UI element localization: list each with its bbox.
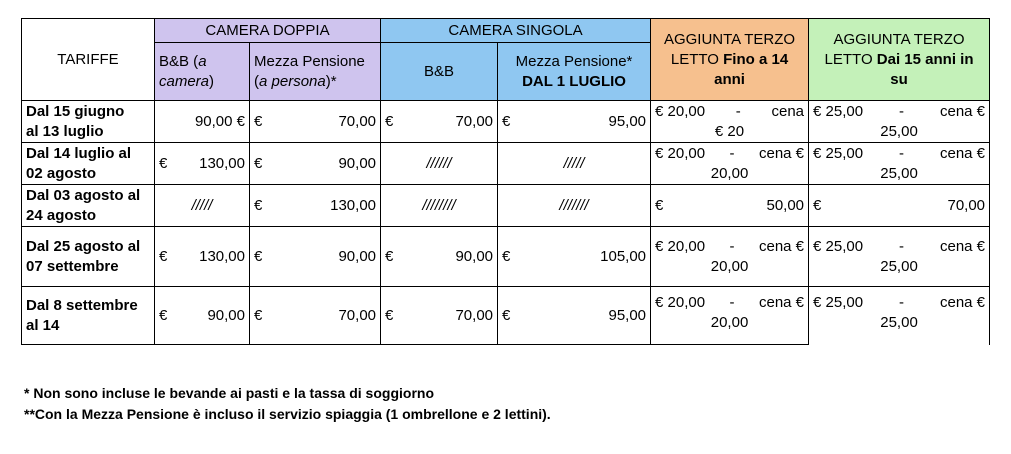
period-cell: Dal 03 agosto al 24 agosto xyxy=(22,185,155,227)
extra-bed-cell: € 25,00 - cena € 25,00 xyxy=(809,143,990,185)
period-cell: Dal 14 luglio al 02 agosto xyxy=(22,143,155,185)
header-camera-doppia: CAMERA DOPPIA xyxy=(155,19,381,43)
price-cell: ///// xyxy=(498,143,651,185)
extra-bed-cell: € 25,00 - cena € 25,00 xyxy=(809,227,990,287)
extra-bed-cell: € 20,00 - cena € 20 xyxy=(651,101,809,143)
period-cell: Dal 25 agosto al 07 settembre xyxy=(22,227,155,287)
header-terzo-letto-14: AGGIUNTA TERZO LETTO Fino a 14 anni xyxy=(651,19,809,101)
header-mezza-doppia: Mezza Pensione (a persona)* xyxy=(250,43,381,101)
header-bb-doppia: B&B (a camera) xyxy=(155,43,250,101)
header-mezza-singola: Mezza Pensione* DAL 1 LUGLIO xyxy=(498,43,651,101)
extra-bed-cell: € 25,00 - cena € 25,00 xyxy=(809,287,990,345)
price-cell: € 90,00 xyxy=(381,227,498,287)
table-row xyxy=(22,143,990,185)
table-title: TARIFFE xyxy=(22,19,155,101)
price-cell: € 70,00 xyxy=(381,101,498,143)
table-row xyxy=(22,101,990,143)
price-cell: € 90,00 xyxy=(250,143,381,185)
extra-bed-cell: € 20,00 - cena € 20,00 xyxy=(651,287,809,345)
footnote-beach: **Con la Mezza Pensione è incluso il servizio spiaggia (1 ombrellone e 2 lettini). xyxy=(24,406,551,422)
price-cell: ///// xyxy=(155,185,250,227)
extra-bed-cell: € 20,00 - cena € 20,00 xyxy=(651,227,809,287)
footnotes xyxy=(24,383,551,425)
price-cell: //////// xyxy=(381,185,498,227)
table-row xyxy=(22,185,990,227)
table-row xyxy=(22,287,990,345)
price-cell: € 130,00 xyxy=(250,185,381,227)
price-cell: € 90,00 xyxy=(250,227,381,287)
rates-table xyxy=(21,18,990,345)
period-cell: Dal 8 settembre al 14 xyxy=(22,287,155,345)
price-cell: 90,00 € xyxy=(155,101,250,143)
header-camera-singola: CAMERA SINGOLA xyxy=(381,19,651,43)
price-cell: € 130,00 xyxy=(155,227,250,287)
price-cell: ////// xyxy=(381,143,498,185)
extra-bed-cell: € 50,00 xyxy=(651,185,809,227)
period-cell: Dal 15 giugno al 13 luglio xyxy=(22,101,155,143)
price-cell: € 105,00 xyxy=(498,227,651,287)
price-cell: /////// xyxy=(498,185,651,227)
price-cell: € 70,00 xyxy=(250,287,381,345)
extra-bed-cell: € 20,00 - cena € 20,00 xyxy=(651,143,809,185)
price-cell: € 95,00 xyxy=(498,101,651,143)
extra-bed-cell: € 70,00 xyxy=(809,185,990,227)
table-row xyxy=(22,227,990,287)
price-cell: € 70,00 xyxy=(381,287,498,345)
price-cell: € 95,00 xyxy=(498,287,651,345)
price-cell: € 70,00 xyxy=(250,101,381,143)
header-terzo-letto-15: AGGIUNTA TERZO LETTO Dai 15 anni in su xyxy=(809,19,990,101)
footnote-drinks: * Non sono incluse le bevande ai pasti e la tassa di soggiorno xyxy=(24,385,434,401)
extra-bed-cell: € 25,00 - cena € 25,00 xyxy=(809,101,990,143)
price-cell: € 90,00 xyxy=(155,287,250,345)
header-bb-singola: B&B xyxy=(381,43,498,101)
price-cell: € 130,00 xyxy=(155,143,250,185)
